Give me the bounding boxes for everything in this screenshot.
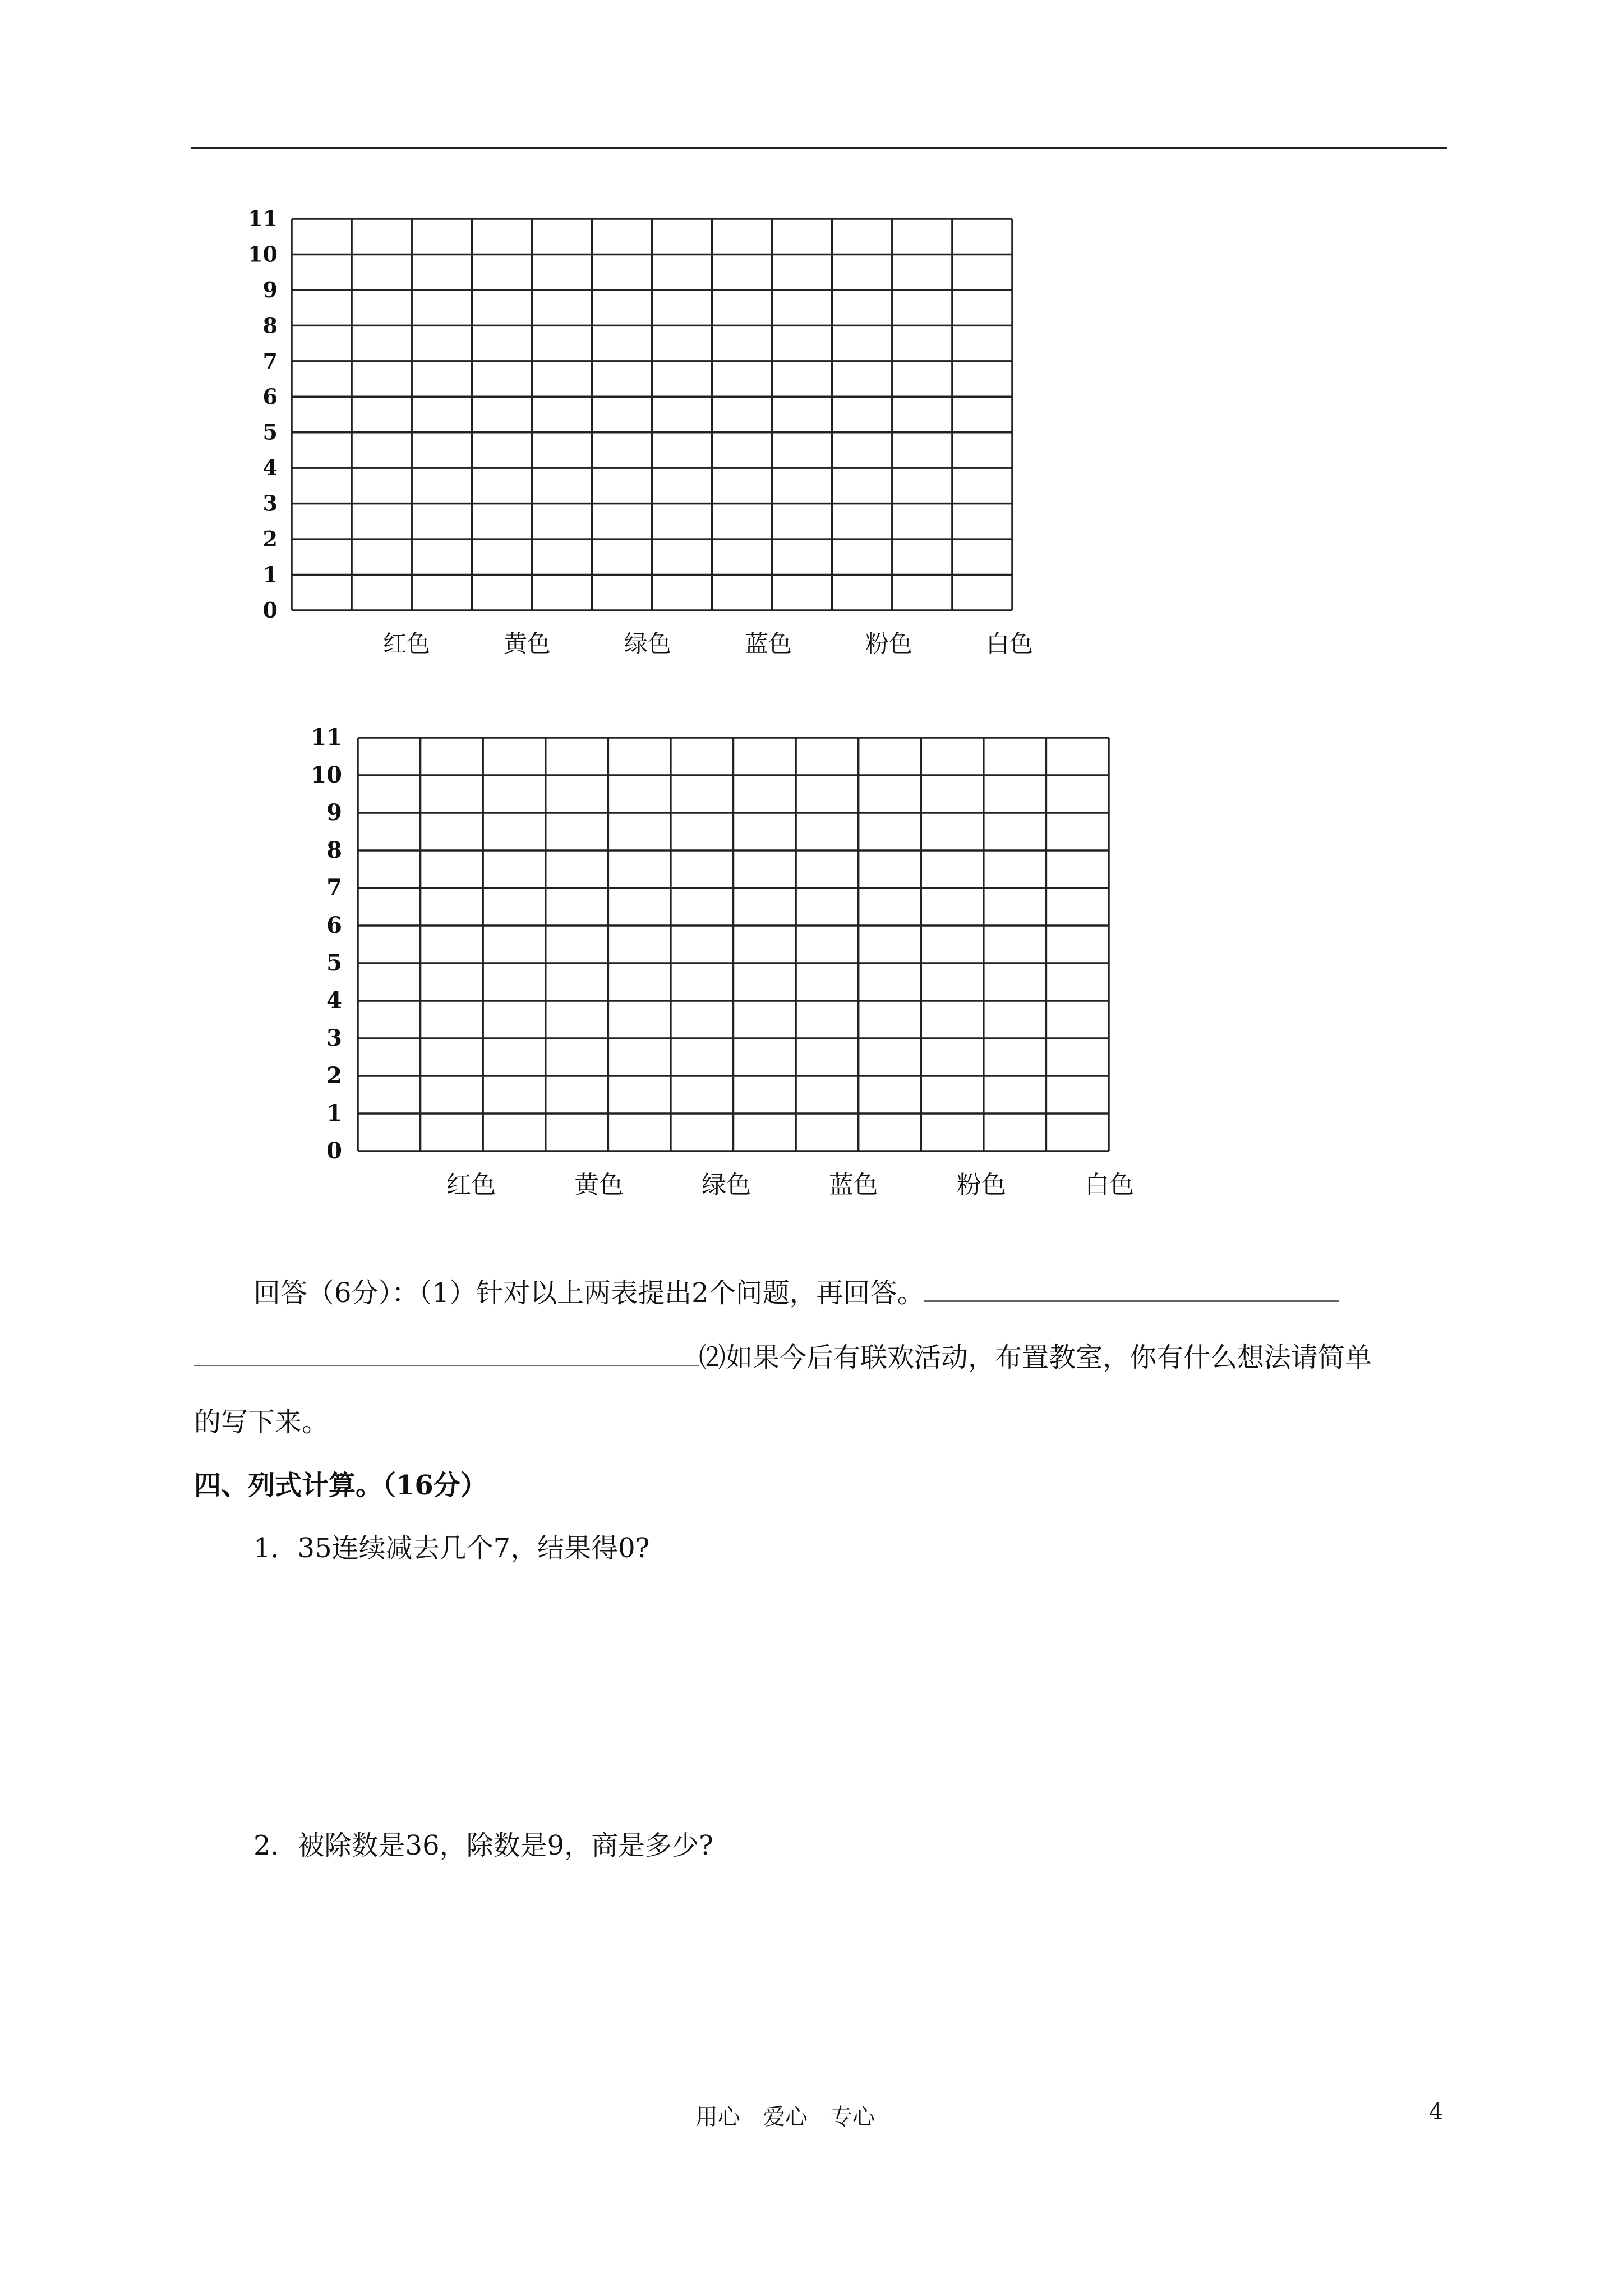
x-category-label: 白色 <box>1085 1171 1134 1199</box>
x-category-label: 粉色 <box>865 630 913 657</box>
y-tick-label: 9 <box>262 277 278 302</box>
y-tick-label: 11 <box>311 724 342 751</box>
y-tick-label: 1 <box>262 562 278 587</box>
x-category-label: 白色 <box>985 630 1034 657</box>
y-tick-label: 10 <box>311 762 342 788</box>
y-tick-label: 1 <box>326 1100 342 1126</box>
answer-question-2: ⑵如果今后有联欢活动，布置教室，你有什么想法请简单 <box>699 1342 1372 1373</box>
x-category-label: 蓝色 <box>829 1171 878 1199</box>
answer-blank-1[interactable] <box>924 1295 1339 1302</box>
x-category-label: 绿色 <box>702 1171 751 1199</box>
section-4-title: 四、列式计算。（16分） <box>194 1470 487 1501</box>
y-tick-label: 6 <box>326 912 342 938</box>
y-tick-label: 9 <box>326 799 342 826</box>
question-1: 1．35连续减去几个7，结果得0? <box>253 1533 650 1564</box>
y-tick-label: 3 <box>326 1025 342 1051</box>
x-category-label: 蓝色 <box>744 630 792 657</box>
footer-motto: 用心 爱心 专心 <box>695 2104 875 2130</box>
question-2: 2．被除数是36，除数是9，商是多少? <box>253 1830 713 1861</box>
y-tick-label: 10 <box>248 241 278 267</box>
y-tick-label: 2 <box>326 1062 342 1089</box>
answer-blank-2[interactable] <box>194 1359 699 1366</box>
answer-question-1: 回答（6分）：（1）针对以上两表提出2个问题，再回答。 <box>253 1277 924 1309</box>
answer-line-2 <box>194 1341 1372 1374</box>
y-tick-label: 0 <box>262 597 278 623</box>
y-tick-label: 2 <box>262 526 278 552</box>
answer-line-1 <box>253 1276 1339 1310</box>
x-category-label: 绿色 <box>624 630 672 657</box>
y-tick-label: 7 <box>326 875 342 901</box>
x-category-label: 红色 <box>382 630 431 657</box>
page-number: 4 <box>1429 2099 1444 2125</box>
y-tick-label: 4 <box>262 455 278 481</box>
y-tick-label: 8 <box>326 837 342 863</box>
x-category-label: 黄色 <box>574 1171 624 1199</box>
x-category-label: 红色 <box>446 1171 496 1199</box>
y-tick-label: 0 <box>326 1138 342 1164</box>
y-tick-label: 11 <box>248 206 278 231</box>
answer-question-2-cont: 的写下来。 <box>194 1406 329 1438</box>
y-tick-label: 5 <box>262 419 278 445</box>
y-tick-label: 6 <box>262 384 278 409</box>
y-tick-label: 7 <box>262 348 278 374</box>
y-tick-label: 3 <box>262 490 278 516</box>
answer-line-3 <box>194 1405 329 1439</box>
y-tick-label: 5 <box>326 950 342 976</box>
x-category-label: 黄色 <box>503 630 551 657</box>
y-tick-label: 4 <box>326 987 342 1014</box>
y-tick-label: 8 <box>262 312 278 338</box>
x-category-label: 粉色 <box>957 1171 1006 1199</box>
